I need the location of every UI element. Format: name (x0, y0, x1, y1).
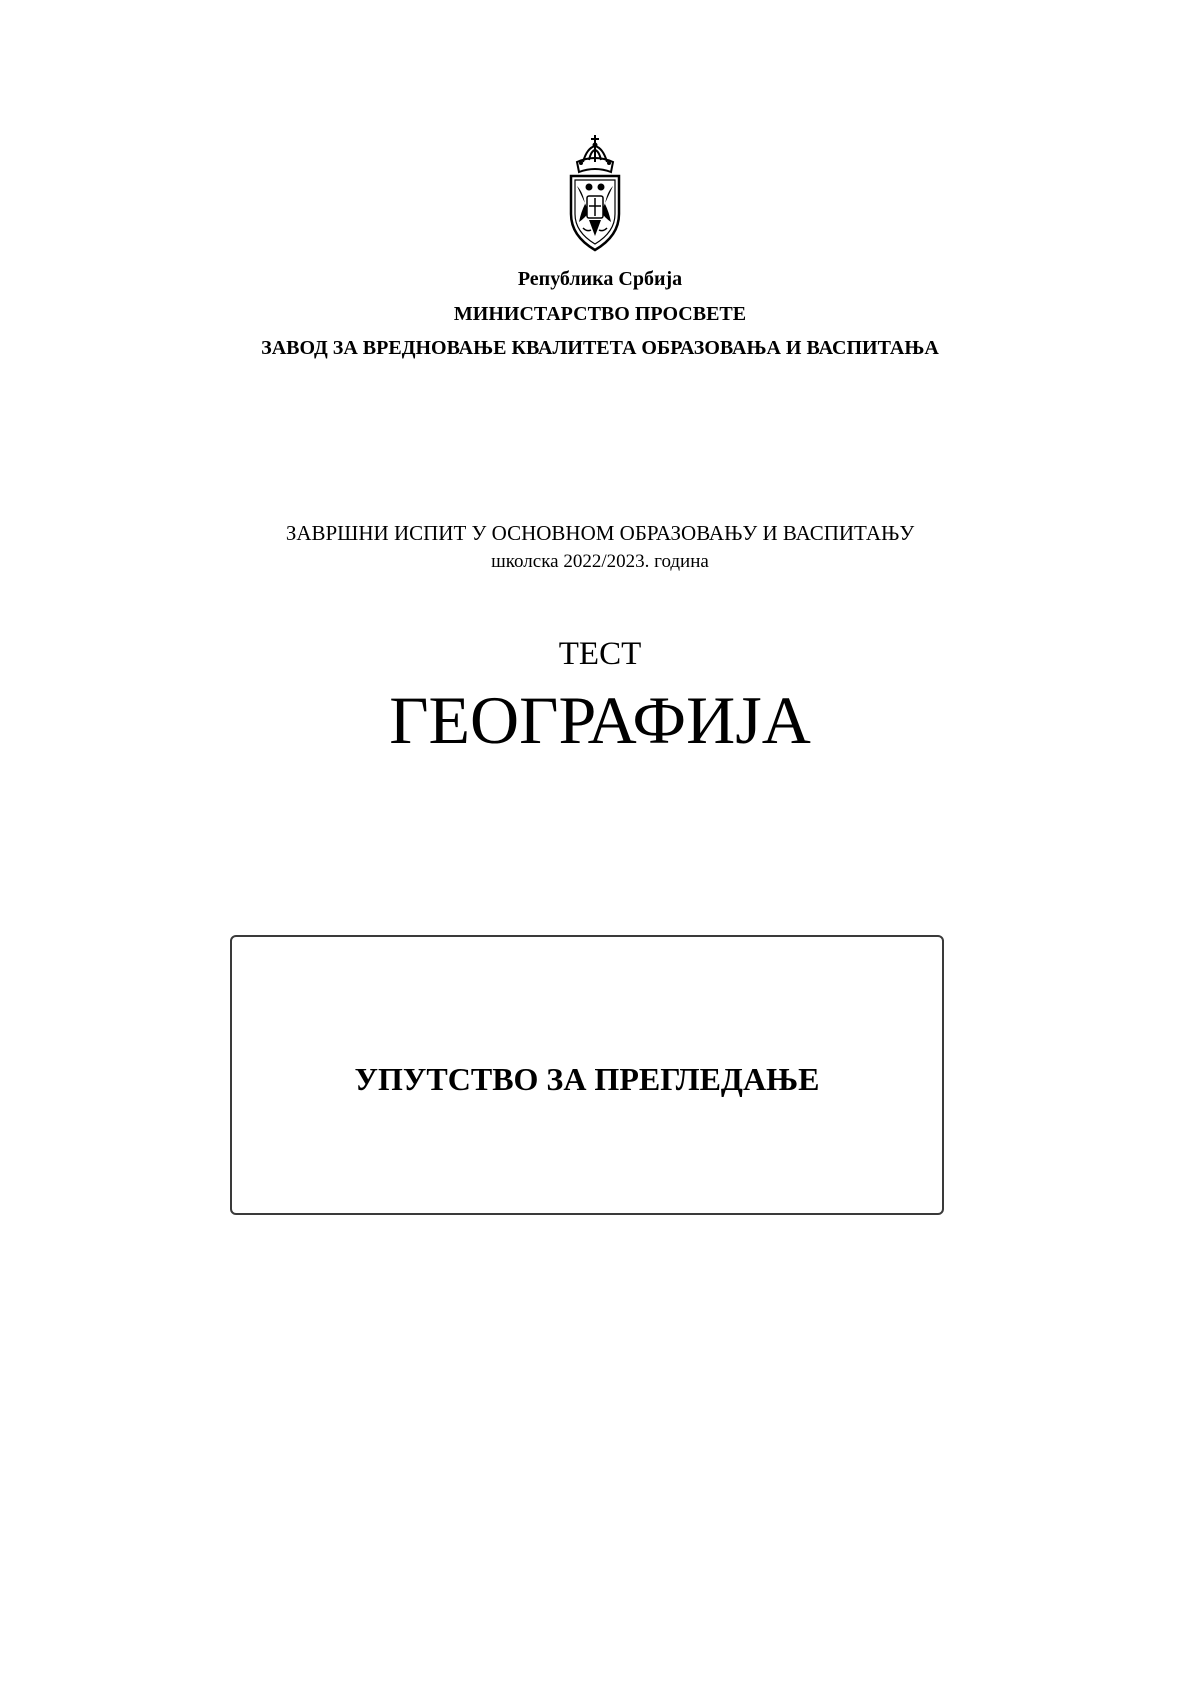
subject-title: ГЕОГРАФИЈА (389, 682, 811, 758)
exam-title: ЗАВРШНИ ИСПИТ У ОСНОВНОМ ОБРАЗОВАЊУ И ВАСПИТАЊУ (285, 521, 915, 545)
instructions-title: УПУТСТВО ЗА ПРЕГЛЕДАЊЕ (354, 1061, 820, 1097)
coat-of-arms-icon (563, 132, 627, 254)
test-label: ТЕСТ (558, 636, 642, 672)
school-year: школска 2022/2023. година (491, 551, 709, 572)
instructions-box (230, 935, 944, 1215)
country-name: Република Србија (517, 268, 683, 290)
ministry-name: МИНИСТАРСТВО ПРОСВЕТЕ (453, 303, 747, 325)
institute-name: ЗАВОД ЗА ВРЕДНОВАЊЕ КВАЛИТЕТА ОБРАЗОВАЊА И ВАСПИТАЊА (261, 337, 939, 359)
